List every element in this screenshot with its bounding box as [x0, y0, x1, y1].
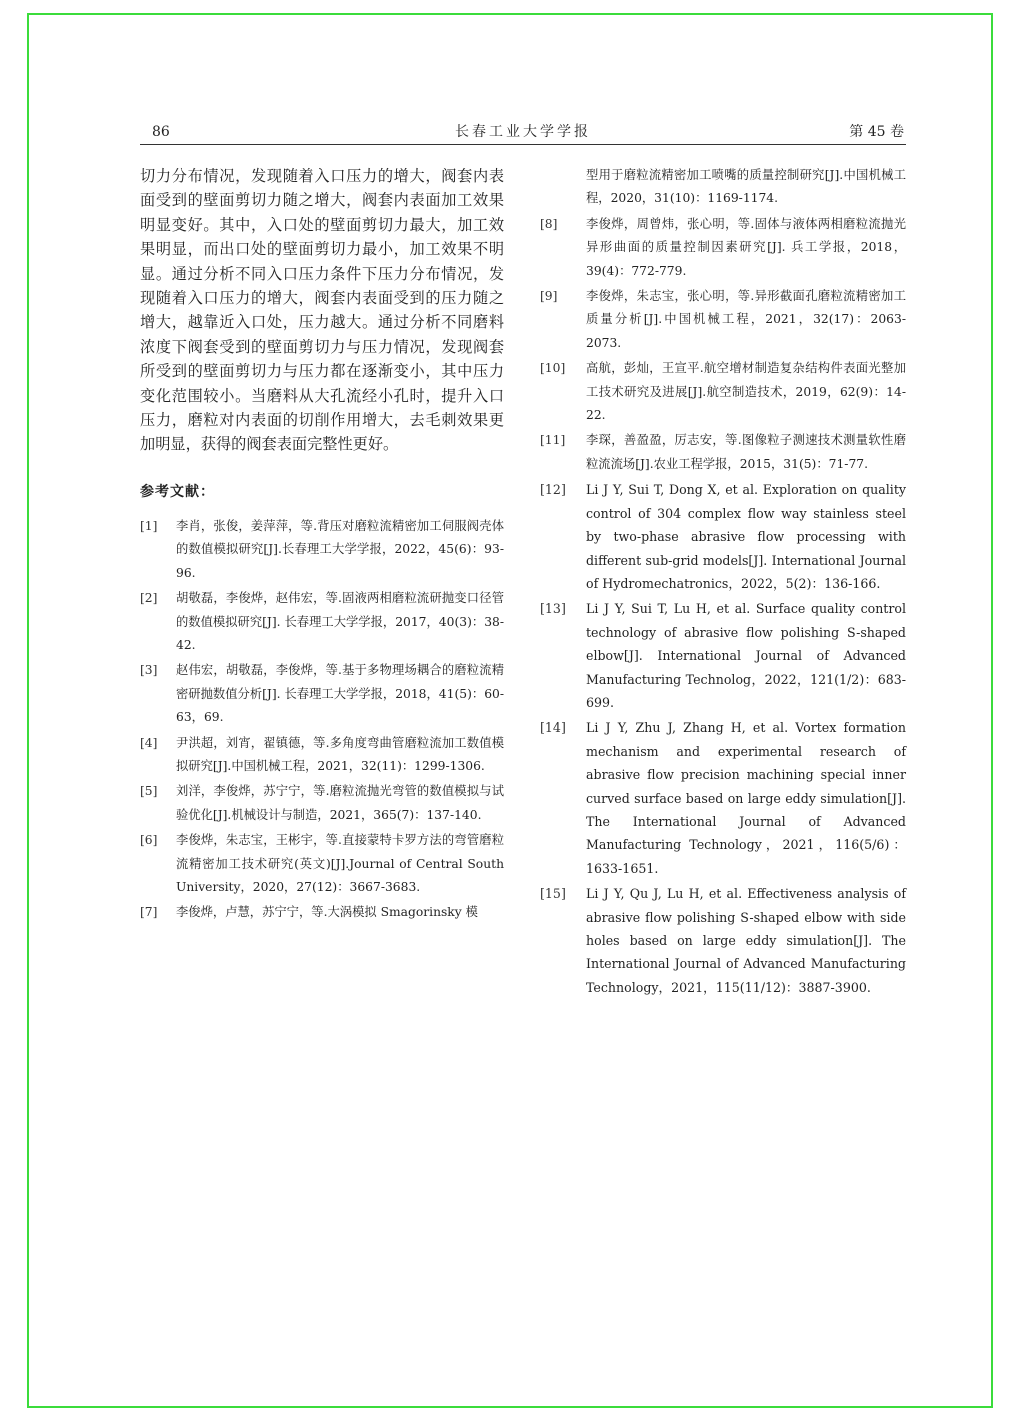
- reference-text: Li J Y, Qu J, Lu H, et al. Effectiveness analysis of abrasive flow polishing S-shaped elbow with side holes based on large eddy simulation[J]. The International Journal of Advanced Manufacturing Technology，2021，115(11/12)：3887-3900.: [586, 886, 906, 995]
- reference-item: [140, 780, 504, 827]
- reference-number: [12]: [540, 482, 566, 498]
- reference-number: [6]: [140, 833, 158, 848]
- reference-text: Li J Y, Sui T, Dong X, et al. Exploration on quality control of 304 complex flow way stainless steel by two-phase abrasive flow processing with different sub-grid models[J]. International Journal of Hydromechatronics，2022，5(2)：136-166.: [586, 482, 906, 591]
- reference-text: 李俊烨，周曾炜，张心明，等.固体与液体两相磨粒流抛光异形曲面的质量控制因素研究[J]. 兵工学报，2018，39(4)：772-779.: [586, 216, 906, 278]
- reference-text: 李琛，善盈盈，厉志安，等.图像粒子测速技术测量软性磨粒流流场[J].农业工程学报，2015，31(5)：71-77.: [586, 433, 906, 471]
- reference-text: 刘洋，李俊烨，苏宁宁，等.磨粒流抛光弯管的数值模拟与试验优化[J].机械设计与制造，2021，365(7)：137-140.: [176, 784, 504, 822]
- reference-text: 李俊烨，朱志宝，张心明，等.异形截面孔磨粒流精密加工质量分析[J].中国机械工程，2021，32(17)：2063-2073.: [586, 289, 906, 350]
- references-heading: 参考文献：: [140, 483, 215, 500]
- reference-text: 赵伟宏，胡敬磊，李俊烨，等.基于多物理场耦合的磨粒流精密研抛数值分析[J]. 长春理工大学学报，2018，41(5)：60-63，69.: [176, 663, 504, 725]
- reference-number: [3]: [140, 663, 158, 678]
- reference-number: [8]: [540, 216, 558, 231]
- reference-text: 胡敬磊，李俊烨，赵伟宏，等.固液两相磨粒流研抛变口径管的数值模拟研究[J]. 长春理工大学学报，2017，40(3)：38-42.: [176, 591, 504, 652]
- reference-number: [4]: [140, 735, 158, 750]
- running-header: [140, 122, 906, 145]
- reference-item: [540, 213, 906, 283]
- reference-item: [540, 478, 906, 595]
- reference-number: [15]: [540, 886, 566, 902]
- reference-item-continued: [540, 164, 906, 211]
- reference-item: [540, 882, 906, 999]
- reference-item: [540, 357, 906, 427]
- reference-number: [1]: [140, 518, 158, 533]
- page-number: 86: [152, 124, 170, 140]
- reference-item: [540, 597, 906, 714]
- reference-text: 李俊烨，卢慧，苏宁宁，等.大涡模拟 Smagorinsky 模: [176, 905, 478, 920]
- reference-item: [140, 587, 504, 657]
- reference-text: 李肖，张俊，姜萍萍，等.背压对磨粒流精密加工伺服阀壳体的数值模拟研究[J].长春理工大学学报，2022，45(6)：93-96.: [176, 518, 504, 580]
- left-column: [140, 164, 504, 927]
- reference-item: [140, 659, 504, 729]
- reference-number: [5]: [140, 784, 158, 799]
- reference-item: [140, 515, 504, 585]
- reference-number: [14]: [540, 720, 566, 736]
- reference-item: [540, 429, 906, 476]
- reference-item: [540, 716, 906, 880]
- reference-item: [540, 285, 906, 355]
- reference-number: [11]: [540, 433, 566, 448]
- reference-item: [140, 732, 504, 779]
- reference-text: 李俊烨，朱志宝，王彬宇，等.直接蒙特卡罗方法的弯管磨粒流精密加工技术研究(英文)[J].Journal of Central South University，2020，27(12)：3667-3683.: [176, 833, 504, 894]
- body-paragraph: 切力分布情况，发现随着入口压力的增大，阀套内表面受到的壁面剪切力随之增大，阀套内表面加工效果明显变好。其中，入口处的壁面剪切力最大，加工效果明显，而出口处的壁面剪切力最小，加工效果不明显。通过分析不同入口压力条件下压力分布情况，发现随着入口压力的增大，阀套内表面受到的压力随之增大，越靠近入口处，压力越大。通过分析不同磨料浓度下阀套受到的壁面剪切力与压力情况，发现阀套所受到的壁面剪切力与压力都在逐渐变小，其中压力变化范围较小。当磨料从大孔流经小孔时，提升入口压力，磨粒对内表面的切削作用增大，去毛刺效果更加明显，获得的阀套表面完整性更好。: [140, 167, 504, 454]
- reference-text: Li J Y, Sui T, Lu H, et al. Surface quality control technology of abrasive flow polishing S-shaped elbow[J]. International Journal of Advanced Manufacturing Technolog，2022，121(1/2)：683-699.: [586, 601, 906, 710]
- reference-text: 尹洪超，刘宵，翟镇德，等.多角度弯曲管磨粒流加工数值模拟研究[J].中国机械工程，2021，32(11)：1299-1306.: [176, 735, 504, 773]
- reference-item: [140, 829, 504, 899]
- right-column: [540, 164, 906, 1001]
- reference-text: Li J Y, Zhu J, Zhang H, et al. Vortex formation mechanism and experimental research of abrasive flow precision machining special inner curved surface based on large eddy simulation[J]. The International Journal of Advanced Manufacturing Technology，2021，116(5/6)：1633-1651.: [586, 720, 906, 876]
- reference-number: [13]: [540, 601, 566, 617]
- reference-item: [140, 901, 504, 924]
- reference-number: [7]: [140, 905, 158, 920]
- reference-number: [10]: [540, 361, 566, 376]
- reference-number: [9]: [540, 289, 558, 304]
- reference-text: 型用于磨粒流精密加工喷嘴的质量控制研究[J].中国机械工程，2020，31(10)：1169-1174.: [586, 168, 906, 206]
- volume-label: 第 45 卷: [849, 124, 904, 140]
- journal-name: 长春工业大学学报: [455, 124, 591, 140]
- reference-text: 高航，彭灿，王宣平.航空增材制造复杂结构件表面光整加工技术研究及进展[J].航空制造技术，2019，62(9)：14-22.: [586, 361, 906, 423]
- reference-number: [2]: [140, 591, 158, 606]
